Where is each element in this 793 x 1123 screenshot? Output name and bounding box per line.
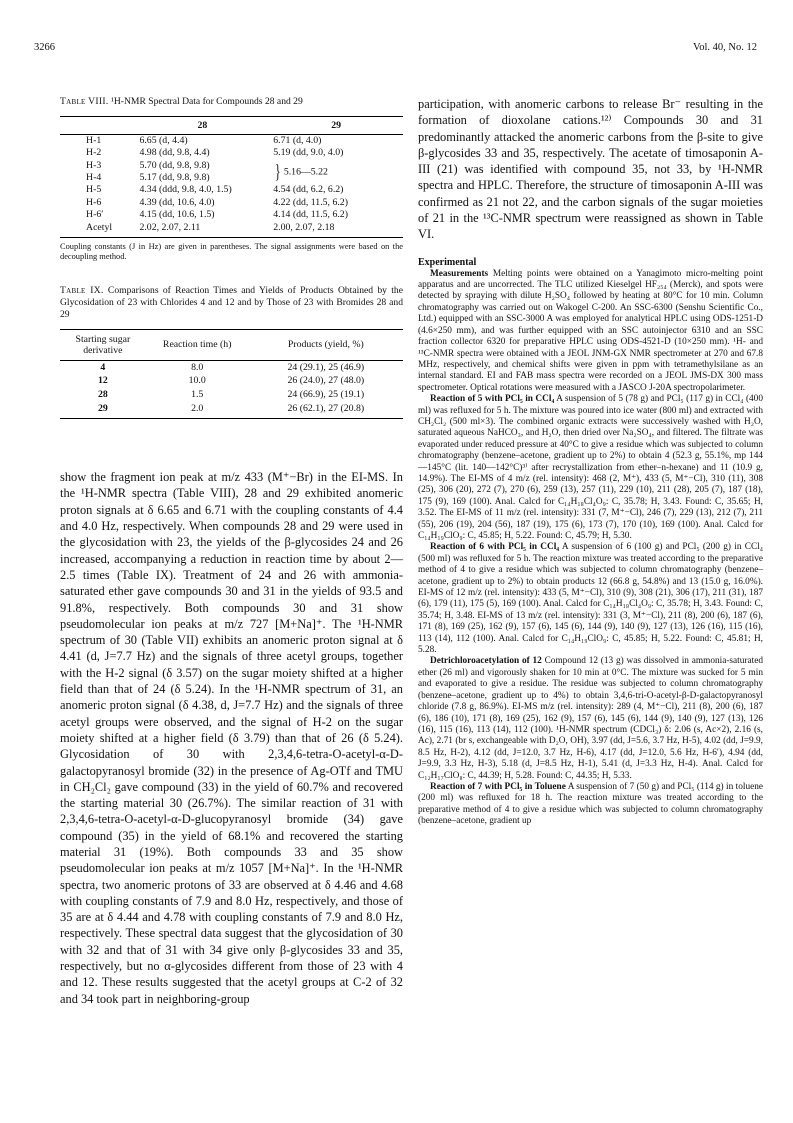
brace-icon: } xyxy=(275,160,281,183)
table8-proton: H-5 xyxy=(86,184,102,196)
table8-value-29-merged xyxy=(269,159,403,184)
page-number: 3266 xyxy=(34,42,55,53)
table8-value-29: 4.22 (dd, 11.5, 6.2) xyxy=(273,196,348,208)
table-row xyxy=(60,184,403,196)
table9-products: 24 (29.1), 25 (46.9) xyxy=(287,361,365,373)
table8-value-29: 5.16—5.22 xyxy=(283,165,328,177)
table8-value-28: 4.98 (dd, 9.8, 4.4) xyxy=(139,147,210,159)
table8-title: ¹H-NMR Spectral Data for Compounds 28 and 29 xyxy=(110,96,303,107)
table9-sugar: 28 xyxy=(97,388,108,400)
table8-value-29: 2.00, 2.07, 2.18 xyxy=(273,221,335,233)
table8-col-blank xyxy=(60,117,135,134)
table8-value-28: 5.17 (dd, 9.8, 9.8) xyxy=(139,172,210,184)
table8-value-29: 5.19 (dd, 9.0, 4.0) xyxy=(273,147,344,159)
table8-value-29: 4.54 (dd, 6.2, 6.2) xyxy=(273,184,344,196)
measurements-paragraph xyxy=(418,269,763,394)
table8-col-29: 29 xyxy=(331,120,341,131)
table9-time: 1.5 xyxy=(191,388,204,400)
right-body-paragraph: participation, with anomeric carbons to release Br⁻ resulting in the formation of dioxolane cations.¹²⁾ Compounds 30 and 31 predominantly attacked the anomeric carbons from the β-site to give β-glycosides 33 and 35, respectively. The acetate of timosaponin A-III (21) was identified with compound 35, not 33, by ¹H-NMR spectra and HPLC. Therefore, the structure of timosaponin A-III was confirmed as 21 not 22, and the carbon signals of the sugar moieties of 21 in the ¹³C-NMR spectrum were reassigned as shown in Table VI. xyxy=(418,97,763,242)
table-row xyxy=(60,221,403,233)
table9-sugar: 12 xyxy=(97,375,108,387)
table-row xyxy=(60,388,403,402)
table8-value-28: 5.70 (dd, 9.8, 9.8) xyxy=(139,159,210,171)
table8-proton: H-1 xyxy=(86,134,102,146)
reaction5-text: A suspension of 5 (78 g) and PCl₅ (117 g) in CCl₄ (400 ml) was refluxed for 5 h. The mixture was poured into ice water (800 ml) and extracted with CH₂Cl₂ (500 ml×3). The combined organic extracts were successively washed with H₂O, saturated aqueous NaHCO₃, and H₂O, then dried over Na₂SO₄, and filtered. The filtrate was evaporated under reduced pressure at 40°C to give a residue which was subjected to column chromatography (benzene–acetone, gradient up to 2%) to obtain 4 (52.3 g, 55.1%, mp 144—145°C (lit. 140—142°C)³⁾ after recrystallization from ether–n-hexane) and 11 (10.9 g, 14.9%). The EI-MS of 4 m/z (rel. intensity): 468 (2, M⁺), 433 (5, M⁺−Cl), 310 (11), 308 (25), 306 (20), 272 (7), 270 (6), 259 (13), 257 (11), 229 (10), 211 (28), 205 (7), 187 (18), 175 (9), 169 (100). Anal. Calcd for C₁₄H₁₈Cl₄O₉: C, 35.78; H, 3.43. Found: C, 35.65; H, 3.52. The EI-MS of 11 m/z (rel. intensity): 331 (7, M⁺−Cl), 246 (7), 229 (13), 212 (7), 211 (55), 206 (19), 204 (56), 187 (19), 175 (6), 173 (7), 170 (10), 169 (100). Anal. Calcd for C₁₄H₁₉ClO₉: C, 45.85; H, 5.22. Found: C, 45.79; H, 5.30. xyxy=(418,394,763,542)
detrichloroacetylation-text: Compound 12 (13 g) was dissolved in ammonia-saturated ether (26 ml) and vigorously shaken for 10 min at 0°C. The mixture was sucked for 5 min and evaporated to give a residue. The residue was subjected to column chromatography (benzene–acetone, gradient up to 4%) to obtain 3,4,6-tri-O-acetyl-β-D-galactopyranosyl chloride (7.8 g, 86.9%). EI-MS m/z (rel. intensity): 289 (4, M⁺−Cl), 211 (8), 200 (6), 187 (6), 186 (10), 171 (8), 169 (25), 162 (9), 157 (6), 145 (6), 144 (9), 140 (9), 127 (13), 126 (16), 115 (16), 113 (14), 112 (100). ¹H-NMR spectrum (CDCl₃) δ: 2.06 (s, Ac×2), 2.16 (s, Ac), 2.71 (br s, exchangeable with D₂O, OH), 3.97 (dd, J=5.6, 3.7 Hz, H-5), 4.02 (dd, J=9.9, 8.5 Hz, H-2), 4.12 (dd, J=12.0, 3.7 Hz, H-6), 4.17 (dd, J=12.0, 5.6 Hz, H-6′), 4.94 (dd, J=9.9, 3.3 Hz, H-3), 5.18 (d, J=8.5 Hz, H-1), 5.41 (d, J=3.3 Hz, H-4). Anal. Calcd for C₁₂H₁₇ClO₈: C, 44.39; H, 5.28. Found: C, 44.35; H, 5.33. xyxy=(418,656,763,781)
table8-value-28: 6.65 (d, 4.4) xyxy=(139,134,188,146)
table-row xyxy=(60,196,403,208)
measurements-heading: Measurements xyxy=(430,268,489,279)
table8-col-28: 28 xyxy=(197,120,208,131)
table-row xyxy=(60,374,403,388)
table9-sugar: 4 xyxy=(100,361,106,373)
table8-bottom-rule xyxy=(60,237,403,238)
measurements-text: Melting points were obtained on a Yanagimoto micro-melting point apparatus and are uncorrected. The TLC utilized Kieselgel HF₂₅₄ (Merck), and spots were detected by spraying with dilute H₂SO₄ followed by heating at 80°C for 10 min. Column chromatography was carried out on Wakogel C-200. An SSC-6300 (Senshu Scientific Co., Ltd.) equipped with an SSC-3000 A was employed for analytical HPLC using ODS-1251-D (4.6×250 mm), and was further equipped with an SSC autoinjector 6310 and an SSC fraction collector 6320 for preparative HPLC using ODS-4521-D (10×250 mm). ¹H- and ¹³C-NMR spectra were obtained with a JEOL JNM-GX NMR spectrometer at 270 and 67.8 MHz, respectively, and chemical shifts were given in ppm with tetramethylsilane as an internal standard. EI and FAB mass spectra were recorded on a JEOL JMS-DX 300 mass spectrometer. Optical rotations were measured with a JASCO J-20A spectropolarimeter. xyxy=(418,268,763,393)
table9-label: Table IX. xyxy=(60,284,104,296)
table9-col-products: Products (yield, %) xyxy=(287,339,364,351)
journal-volume: Vol. 40, No. 12 xyxy=(693,42,757,53)
table8-value-28: 4.39 (dd, 10.6, 4.0) xyxy=(139,196,215,208)
table-row xyxy=(60,135,403,147)
left-body-paragraph: show the fragment ion peak at m/z 433 (M⁺−Br) in the EI-MS. In the ¹H-NMR spectra (Table VIII), 28 and 29 exhibited anomeric proton signals at δ 6.65 and 6.71 with the coupling constants of 4.4 and 4.0 Hz, respectively. When compounds 28 and 29 were used in the glycosidation with 23, the yields of the β-glycosides 24 and 26 increased, accompanying a reduction in reaction time by about 2—2.5 times (Table IX). Treatment of 24 and 26 with ammonia-saturated ether gave compounds 30 and 31 in the yields of 93.5 and 91.8%, respectively. Both compounds 30 and 31 show pseudomolecular ion peaks at m/z 727 [M+Na]⁺. The ¹H-NMR spectrum of 30 (Table VII) exhibits an anomeric proton signal at δ 4.41 (d, J=7.7 Hz) and the signals of three acetyl groups, together with the H-2 signal (δ 3.57) on the sugar moiety shifted at a higher field than that of 24 (δ 5.24). In the ¹H-NMR spectrum of 31, an anomeric proton signal (δ 4.38, d, J=7.7 Hz) and the signals of three acetyl groups were observed, and the signal of H-2 on the sugar moiety shifted at a higher field (δ 3.79) than that of 26 (δ 5.24). Glycosidation of 30 with 2,3,4,6-tetra-O-acetyl-α-D-galactopyranosyl bromide (32) in the presence of Ag-OTf and TMU in CH₂Cl₂ gave compound (33) in the yield of 60.7% and recovered the starting material 30 (26.7%). The similar reaction of 31 with 2,3,4,6-tetra-O-acetyl-α-D-glucopyranosyl bromide (34) gave compound (35) in the yield of 68.1% and recovered the starting material 31 (19%). Both compounds 33 and 35 show pseudomolecular ion peaks at m/z 1057 [M+Na]⁺. In the ¹H-NMR spectra, two anomeric protons of 33 are observed at δ 4.46 and 4.68 with coupling constants of 7.9 and 8.0 Hz, respectively, and those of 35 are at δ 4.44 and 4.78 with coupling constants of 7.9 and 8.0 Hz, respectively. These spectral data suggest that the glycosidation of 30 with 32 and that of 31 with 34 give only β-glycosides 33 and 35, respectively, but no α-glycosides different from those of 23 with 4 and 12. These results suggested that the acetyl groups at C-2 of 32 and 34 took part in neighboring-group xyxy=(60,470,403,1006)
table9-time: 2.0 xyxy=(191,402,204,414)
table9-products: 24 (66.9), 25 (19.1) xyxy=(287,388,365,400)
table8-proton: H-6 xyxy=(86,196,102,208)
table8-caption xyxy=(60,96,403,108)
table8-proton: Acetyl xyxy=(86,221,113,233)
table9-caption xyxy=(60,285,403,321)
table9-time: 10.0 xyxy=(188,375,206,387)
left-column xyxy=(60,96,403,1007)
table9-col-sugar: Starting sugar derivative xyxy=(75,333,131,357)
reaction6-text: A suspension of 6 (100 g) and PCl₅ (200 g) in CCl₄ (500 ml) was refluxed for 5 h. The reaction mixture was treated according to the preparative method of 4 to give a residue which was subjected to column chromatography (benzene–acetone, gradient up to 2%) to obtain products 12 (66.8 g, 54.8%) and 13 (15.0 g, 16.0%). EI-MS of 12 m/z (rel. intensity): 433 (5, M⁺−Cl), 310 (9), 308 (21), 306 (17), 211 (31), 187 (6), 179 (11), 175 (5), 169 (100). Anal. Calcd for C₁₄H₁₈Cl₄O₉: C, 35.78; H, 3.43. Found: C, 35.74; H, 3.48. EI-MS of 13 m/z (rel. intensity): 331 (3, M⁺−Cl), 211 (8), 200 (6), 187 (6), 171 (8), 169 (25), 162 (9), 157 (6), 145 (6), 144 (9), 140 (9), 127 (13), 126 (16), 115 (16), 113 (14), 112 (100). Anal. Calcd for C₁₄H₁₉ClO₉: C, 45.85; H, 5.22. Found: C, 45.81; H, 5.28. xyxy=(418,542,763,656)
experimental-heading: Experimental xyxy=(418,256,477,268)
table8-note: Coupling constants (J in Hz) are given in parentheses. The signal assignments were based on the decoupling method. xyxy=(60,241,403,262)
reaction5-heading: Reaction of 5 with PCl₅ in CCl₄ xyxy=(430,394,555,405)
table8-proton: H-3 xyxy=(86,159,102,171)
table-row xyxy=(60,147,403,159)
reaction7-paragraph xyxy=(418,782,763,828)
table9-products: 26 (24.0), 27 (48.0) xyxy=(287,375,365,387)
table8 xyxy=(60,117,403,234)
reaction6-heading: Reaction of 6 with PCl₅ in CCl₄ xyxy=(430,542,560,553)
reaction6-paragraph xyxy=(418,542,763,656)
table9-col-time: Reaction time (h) xyxy=(162,339,232,351)
table8-value-28: 4.34 (ddd, 9.8, 4.0, 1.5) xyxy=(139,184,232,196)
table-row xyxy=(60,209,403,221)
table9-title: Comparisons of Reaction Times and Yields of Products Obtained by the Glycosidation of 23 with Chlorides 4 and 12 and by Those of 23 with Bromides 28 and 29 xyxy=(60,284,403,320)
reaction7-heading: Reaction of 7 with PCl₅ in Toluene xyxy=(430,781,566,792)
table9-time: 8.0 xyxy=(191,361,204,373)
table8-value-29: 6.71 (d, 4.0) xyxy=(273,134,322,146)
table9-bottom-rule xyxy=(60,418,403,419)
table-row xyxy=(60,159,403,171)
table8-proton: H-2 xyxy=(86,147,102,159)
table-row xyxy=(60,361,403,375)
reaction7-text: A suspension of 7 (50 g) and PCl₅ (114 g) in toluene (200 ml) was refluxed for 18 h. The reaction mixture was treated according to the preparative method of 4 to give a residue which was subjected to column chromatography (benzene–acetone, gradient up xyxy=(418,781,763,827)
detrichloroacetylation-heading: Detrichloroacetylation of 12 xyxy=(430,656,542,667)
table9 xyxy=(60,330,403,416)
reaction5-paragraph xyxy=(418,394,763,542)
table9-sugar: 29 xyxy=(97,402,108,414)
table8-value-28: 2.02, 2.07, 2.11 xyxy=(139,221,201,233)
table8-value-29: 4.14 (dd, 11.5, 6.2) xyxy=(273,209,348,221)
table8-proton: H-4 xyxy=(86,172,102,184)
detrichloroacetylation-paragraph xyxy=(418,656,763,781)
experimental-section xyxy=(418,269,763,828)
table-row xyxy=(60,402,403,416)
table9-products: 26 (62.1), 27 (20.8) xyxy=(287,402,365,414)
table8-proton: H-6′ xyxy=(86,209,104,221)
right-column xyxy=(418,96,763,828)
table8-value-28: 4.15 (dd, 10.6, 1.5) xyxy=(139,209,215,221)
table8-label: Table VIII. xyxy=(60,96,109,107)
